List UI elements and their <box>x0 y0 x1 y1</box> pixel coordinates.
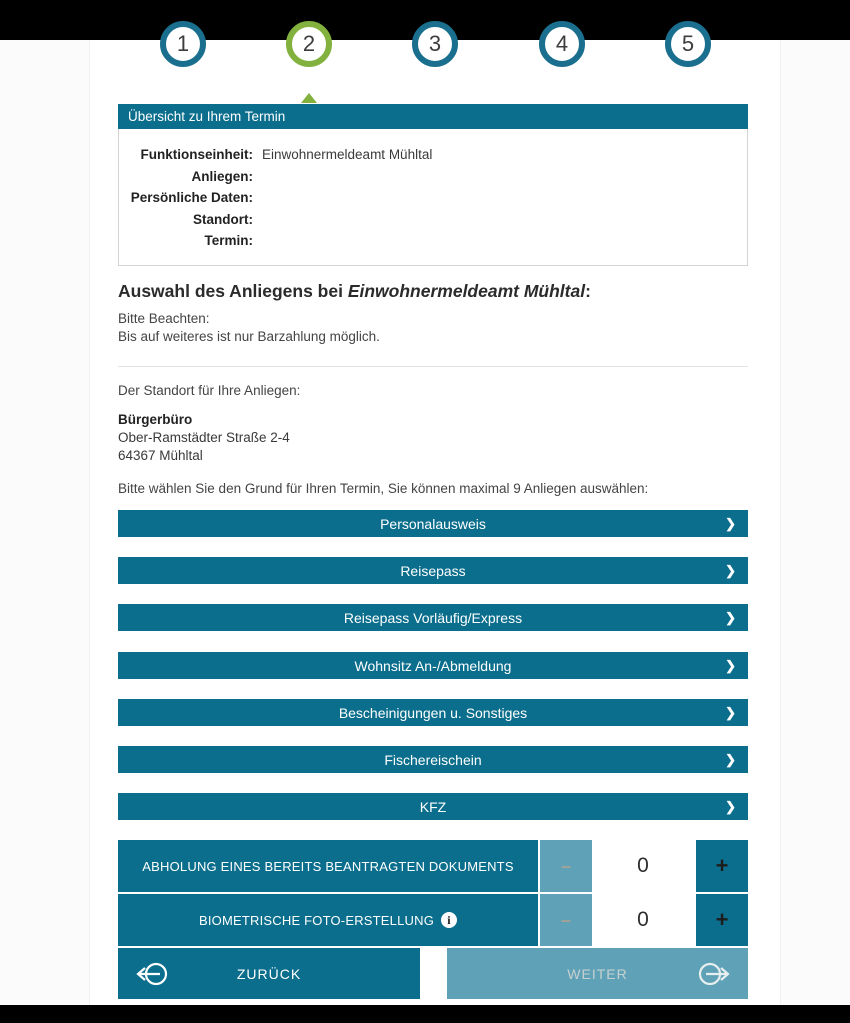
next-button-label: WEITER <box>567 965 628 982</box>
heading-prefix: Auswahl des Anliegens bei <box>118 281 348 301</box>
notice-line-1: Bitte Beachten: <box>118 311 210 326</box>
step-number: 3 <box>428 31 442 56</box>
field-value: Einwohnermeldeamt Mühltal <box>262 147 433 162</box>
category-personalausweis[interactable] <box>118 510 748 537</box>
bottom-black-bar <box>0 1005 850 1023</box>
field-label: Standort: <box>193 211 253 227</box>
category-label: KFZ <box>419 798 447 815</box>
location-city: 64367 Mühltal <box>118 448 203 463</box>
field-label: Persönliche Daten: <box>130 190 253 205</box>
location-street: Ober-Ramstädter Straße 2-4 <box>118 430 290 445</box>
overview-field <box>119 144 747 166</box>
location-intro: Der Standort für Ihre Anliegen: <box>118 383 301 398</box>
plus-icon: + <box>715 853 729 878</box>
decrement-button[interactable] <box>538 840 592 892</box>
category-wohnsitz-an-abmeldung[interactable] <box>118 652 748 679</box>
category-reisepass[interactable] <box>118 557 748 584</box>
counter-value: 0 <box>592 840 694 892</box>
counter-label: ABHOLUNG EINES BEREITS BEANTRAGTEN DOKUMENTS <box>118 840 538 892</box>
field-label: Termin: <box>204 233 253 248</box>
heading-suffix: : <box>585 281 591 301</box>
back-button[interactable] <box>118 948 420 999</box>
heading-office-name: Einwohnermeldeamt Mühltal <box>347 281 586 301</box>
overview-panel <box>118 129 748 266</box>
active-step-pointer-icon <box>301 93 317 103</box>
increment-button[interactable] <box>694 840 748 892</box>
chevron-right-icon: ❯ <box>725 516 736 531</box>
chevron-right-icon: ❯ <box>725 610 736 625</box>
counter-label <box>118 894 538 946</box>
counter-value: 0 <box>592 894 694 946</box>
counter-label-text: BIOMETRISCHE FOTO-ERSTELLUNG <box>198 912 435 928</box>
category-label: Fischereischein <box>384 751 482 768</box>
overview-field <box>119 230 747 252</box>
arrow-left-circle-icon <box>134 960 174 988</box>
category-label: Reisepass Vorläufig/Express <box>343 609 523 626</box>
stepper-step-4[interactable] <box>539 21 585 67</box>
chevron-right-icon: ❯ <box>725 752 736 767</box>
location-name: Bürgerbüro <box>118 412 193 427</box>
selection-prompt: Bitte wählen Sie den Grund für Ihren Termin, Sie können maximal 9 Anliegen auswählen: <box>118 481 649 496</box>
step-number: 4 <box>555 31 569 56</box>
info-icon[interactable]: i <box>441 912 457 928</box>
chevron-right-icon: ❯ <box>725 705 736 720</box>
minus-icon: – <box>560 909 571 930</box>
stepper-step-2-active[interactable] <box>286 21 332 67</box>
category-fischereischein[interactable] <box>118 746 748 773</box>
category-bescheinigungen-sonstiges[interactable] <box>118 699 748 726</box>
field-label: Funktionseinheit: <box>140 147 253 162</box>
category-reisepass-vorlaeufig-express[interactable] <box>118 604 748 631</box>
category-label: Bescheinigungen u. Sonstiges <box>338 704 528 721</box>
counter-row-biometrische-foto <box>118 894 748 946</box>
stepper-step-1[interactable] <box>160 21 206 67</box>
notice-line-2: Bis auf weiteres ist nur Barzahlung möglich. <box>118 329 380 344</box>
arrow-right-circle-icon <box>692 960 732 988</box>
category-label: Personalausweis <box>380 515 486 532</box>
category-label: Wohnsitz An-/Abmeldung <box>354 657 512 674</box>
chevron-right-icon: ❯ <box>725 563 736 578</box>
increment-button[interactable] <box>694 894 748 946</box>
step-number: 2 <box>302 31 316 56</box>
section-heading <box>118 281 748 302</box>
overview-panel-title: Übersicht zu Ihrem Termin <box>118 104 748 129</box>
step-number: 5 <box>681 31 695 56</box>
next-button-disabled[interactable] <box>447 948 748 999</box>
plus-icon: + <box>715 907 729 932</box>
chevron-right-icon: ❯ <box>725 799 736 814</box>
field-label: Anliegen: <box>191 168 253 184</box>
overview-field <box>119 209 747 231</box>
minus-icon: – <box>560 855 571 876</box>
category-kfz[interactable] <box>118 793 748 820</box>
stepper-step-3[interactable] <box>412 21 458 67</box>
back-button-label: ZURÜCK <box>236 965 302 982</box>
section-divider <box>118 366 748 367</box>
counter-row-abholung <box>118 840 748 892</box>
stepper-step-5[interactable] <box>665 21 711 67</box>
overview-field <box>119 187 747 209</box>
category-label: Reisepass <box>400 562 466 579</box>
chevron-right-icon: ❯ <box>725 658 736 673</box>
overview-field <box>119 166 747 188</box>
decrement-button[interactable] <box>538 894 592 946</box>
step-number: 1 <box>176 31 190 56</box>
